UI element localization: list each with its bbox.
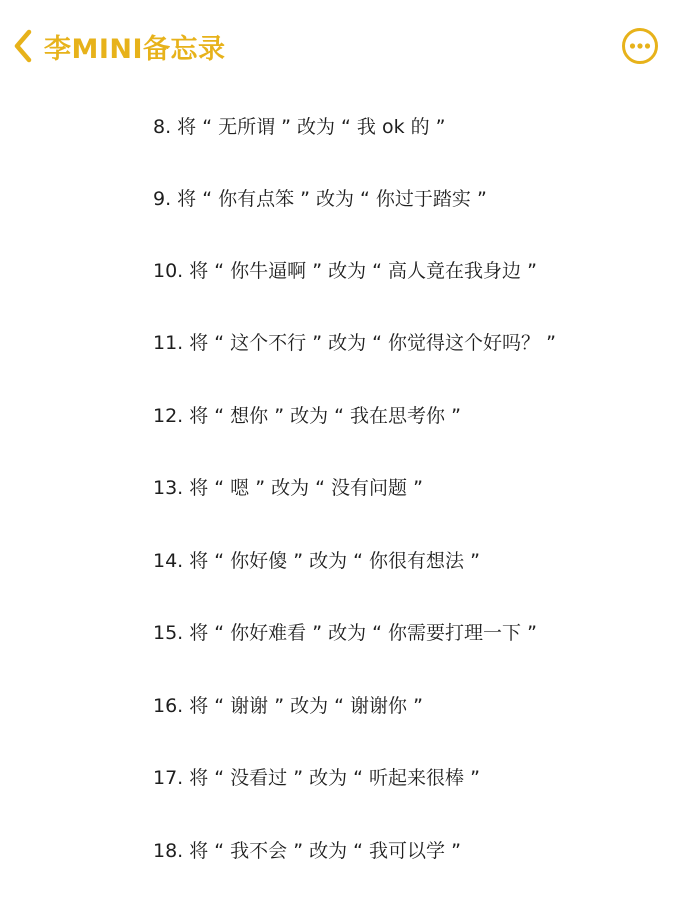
note-line-8: 8. 将 “ 无所谓 ” 改为 “ 我 ok 的 ”: [153, 116, 446, 138]
note-line-17: 17. 将 “ 没看过 ” 改为 “ 听起来很棒 ”: [153, 767, 480, 789]
note-line-9: 9. 将 “ 你有点笨 ” 改为 “ 你过于踏实 ”: [153, 188, 487, 210]
note-line-10: 10. 将 “ 你牛逼啊 ” 改为 “ 高人竟在我身边 ”: [153, 260, 537, 282]
back-button-label: 李MINI备忘录: [44, 33, 226, 65]
note-line-15: 15. 将 “ 你好难看 ” 改为 “ 你需要打理一下 ”: [153, 622, 537, 644]
note-line-13: 13. 将 “ 嗯 ” 改为 “ 没有问题 ”: [153, 477, 423, 499]
note-line-11: 11. 将 “ 这个不行 ” 改为 “ 你觉得这个好吗？ ”: [153, 332, 556, 354]
note-line-18: 18. 将 “ 我不会 ” 改为 “ 我可以学 ”: [153, 840, 461, 862]
note-line-16: 16. 将 “ 谢谢 ” 改为 “ 谢谢你 ”: [153, 695, 423, 717]
note-line-12: 12. 将 “ 想你 ” 改为 “ 我在思考你 ”: [153, 405, 461, 427]
note-line-14: 14. 将 “ 你好傻 ” 改为 “ 你很有想法 ”: [153, 550, 480, 572]
